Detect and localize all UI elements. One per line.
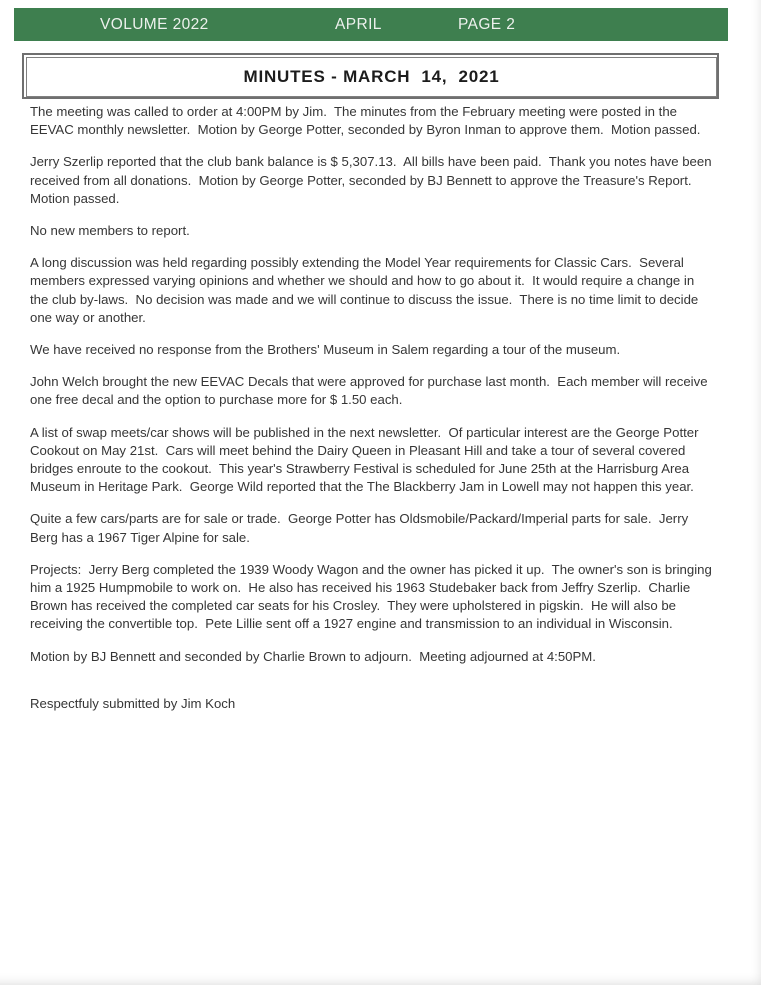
paragraph-treasurer-report: Jerry Szerlip reported that the club bank balance is $ 5,307.13. All bills have been paid. Thank you notes have been received from all donations. Motion by George Potter, seconded by BJ Bennett to approve the Treasure's Report. Motion passed. — [30, 154, 716, 206]
header-volume-label: VOLUME 2022 — [100, 16, 209, 33]
paragraph-museum-response: We have received no response from the Brothers' Museum in Salem regarding a tour of the museum. — [30, 342, 621, 358]
signature-line: Respectfuly submitted by Jim Koch — [30, 695, 236, 711]
paragraph-adjournment: Motion by BJ Bennett and seconded by Charlie Brown to adjourn. Meeting adjourned at 4:50PM. — [30, 648, 596, 664]
page-title: MINUTES - MARCH 14, 2021 — [243, 67, 500, 86]
paragraph-swap-meets: A list of swap meets/car shows will be published in the next newsletter. Of particular interest are the George Potter Cookout on May 21st. Cars will meet behind the Dairy Queen in Pleasant Hill and take a tour of several covered bridges enroute to the cookout. This year's Strawberry Festival is scheduled for June 25th at the Harrisburg Area Museum in Heritage Park. George Wild reported that the The Blackberry Jam in Lowell may not happen this year. — [30, 424, 703, 495]
header-page-number: PAGE 2 — [458, 16, 516, 33]
paragraph-projects: Projects: Jerry Berg completed the 1939 Woody Wagon and the owner has picked it up. The owner's son is bringing him a 1925 Humpmobile to work on. He also has received his 1963 Studebaker back from Jeffry Szerlip. Charlie Brown has received the completed car seats for his Crosley. They were upholstered in pigskin. He will also be receiving the convertible top. Pete Lillie sent off a 1927 engine and transmission to an individual in Wisconsin. — [30, 561, 716, 632]
header-bar — [14, 8, 728, 41]
paragraph-model-year-discussion: A long discussion was held regarding possibly extending the Model Year requirements for Classic Cars. Several members expressed varying opinions and whether we should and how to go about it. It would require a change in the club by-laws. No decision was made and we will continue to discuss the issue. There is no time limit to decide one way or another. — [30, 255, 702, 325]
header-month-label: APRIL — [335, 16, 382, 33]
minutes-body — [30, 103, 716, 727]
paragraph-decals: John Welch brought the new EEVAC Decals that were approved for purchase last month. Each member will receive one free decal and the option to purchase more for $ 1.50 each. — [30, 374, 712, 408]
paragraph-new-members: No new members to report. — [30, 223, 190, 239]
title-box-inner-frame — [26, 57, 717, 97]
paragraph-cars-for-sale: Quite a few cars/parts are for sale or trade. George Potter has Oldsmobile/Packard/Imperial parts for sale. Jerry Berg has a 1967 Tiger Alpine for sale. — [30, 511, 692, 545]
paragraph-call-to-order: The meeting was called to order at 4:00PM by Jim. The minutes from the February meeting were posted in the EEVAC monthly newsletter. Motion by George Potter, seconded by Byron Inman to approve them. Motion passed. — [30, 104, 701, 138]
title-box — [22, 53, 719, 99]
